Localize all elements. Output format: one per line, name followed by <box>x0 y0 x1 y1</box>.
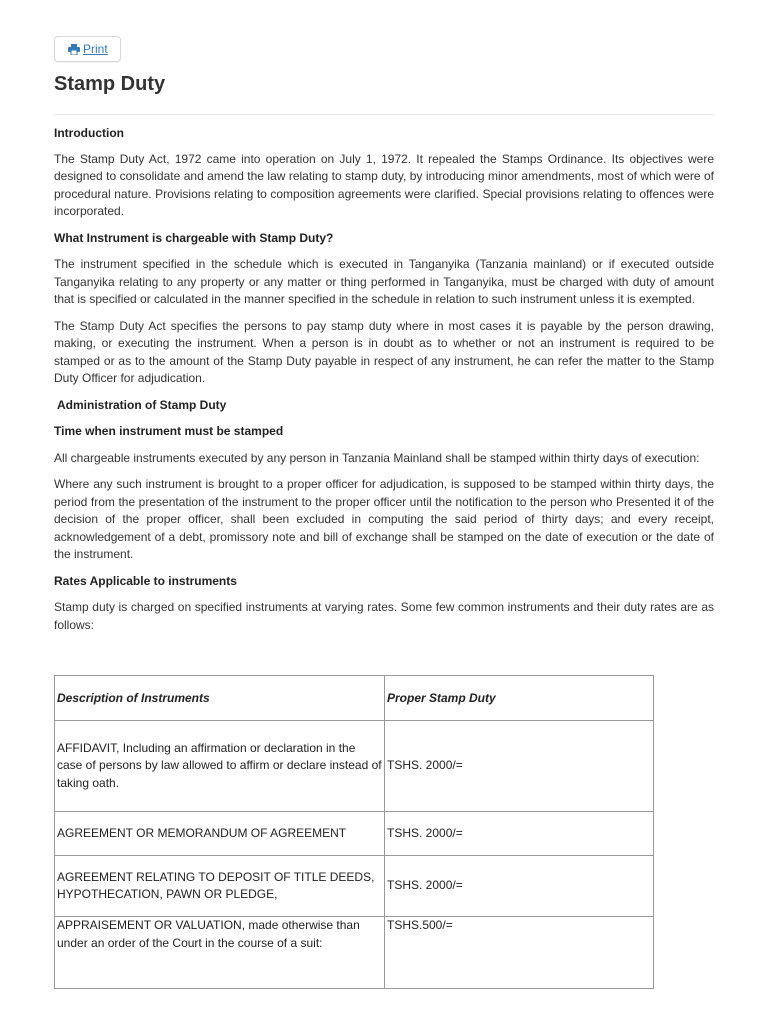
introduction-text: The Stamp Duty Act, 1972 came into operation on July 1, 1972. It repealed the Stamps Ordinance. Its objectives were designed to consolidate and amend the law relating to stamp duty, by introducing minor amendments, most of which were of procedural nature. Provisions relating to composition agreements were clarified. Special provisions relating to offences were incorporated. <box>54 151 714 218</box>
header-description: Description of Instruments <box>55 676 385 721</box>
title-divider <box>54 114 714 115</box>
header-duty: Proper Stamp Duty <box>385 676 654 721</box>
table-row <box>55 856 654 917</box>
introduction-heading: Introduction <box>54 126 124 140</box>
page-title: Stamp Duty <box>54 73 166 95</box>
time-text-1: All chargeable instruments executed by any person in Tanzania Mainland shall be stamped within thirty days of execution: <box>54 450 700 465</box>
rates-text: Stamp duty is charged on specified instruments at varying rates. Some few common instruments and their duty rates are as follows: <box>54 600 714 632</box>
print-button[interactable] <box>54 36 121 62</box>
printer-icon <box>68 44 80 55</box>
row-description: AGREEMENT OR MEMORANDUM OF AGREEMENT <box>55 812 385 856</box>
article <box>54 36 714 634</box>
administration-heading: Administration of Stamp Duty <box>57 397 227 412</box>
row-duty: TSHS. 2000/= <box>385 721 654 812</box>
table-row <box>55 812 654 856</box>
row-duty: TSHS. 2000/= <box>385 856 654 917</box>
print-label: Print <box>83 42 108 56</box>
time-heading: Time when instrument must be stamped <box>54 424 284 438</box>
rates-table <box>54 675 654 989</box>
table-row <box>55 917 654 989</box>
row-description: AGREEMENT RELATING TO DEPOSIT OF TITLE DEEDS, HYPOTHECATION, PAWN OR PLEDGE, <box>55 856 385 917</box>
row-duty: TSHS.500/= <box>385 917 654 989</box>
row-description: APPRAISEMENT OR VALUATION, made otherwise than under an order of the Court in the course of a suit: <box>55 917 385 989</box>
row-description: AFFIDAVIT, Including an affirmation or declaration in the case of persons by law allowed to affirm or declare instead of taking oath. <box>55 721 385 812</box>
chargeable-heading: What Instrument is chargeable with Stamp Duty? <box>54 230 334 245</box>
row-duty: TSHS. 2000/= <box>385 812 654 856</box>
time-text-2: Where any such instrument is brought to a proper officer for adjudication, is supposed to be stamped within thirty days, the period from the presentation of the instrument to the proper officer until the notification to the person who Presented it of the decision of the proper officer, shall been excluded in computing the said period of thirty days; and every receipt, acknowledgement of a debt, promissory note and bill of exchange shall be stamped on the date of execution or the date of the instrument. <box>54 477 714 561</box>
table-header-row <box>55 676 654 721</box>
chargeable-text-2: The Stamp Duty Act specifies the persons to pay stamp duty where in most cases it is payable by the person drawing, making, or executing the instrument. When a person is in doubt as to whether or not an instrument is required to be stamped or as to the amount of the Stamp Duty payable in respect of any instrument, he can refer the matter to the Stamp Duty Officer for adjudication. <box>54 318 714 385</box>
chargeable-text-1: The instrument specified in the schedule which is executed in Tanganyika (Tanzania mainland) or if executed outside Tanganyika relating to any property or any matter or thing performed in Tanganyika, must be charged with duty of amount that is specified or calculated in the manner specified in the schedule in relation to such instrument unless it is exempted. <box>54 257 714 306</box>
rates-heading: Rates Applicable to instruments <box>54 573 237 588</box>
table-row <box>55 721 654 812</box>
